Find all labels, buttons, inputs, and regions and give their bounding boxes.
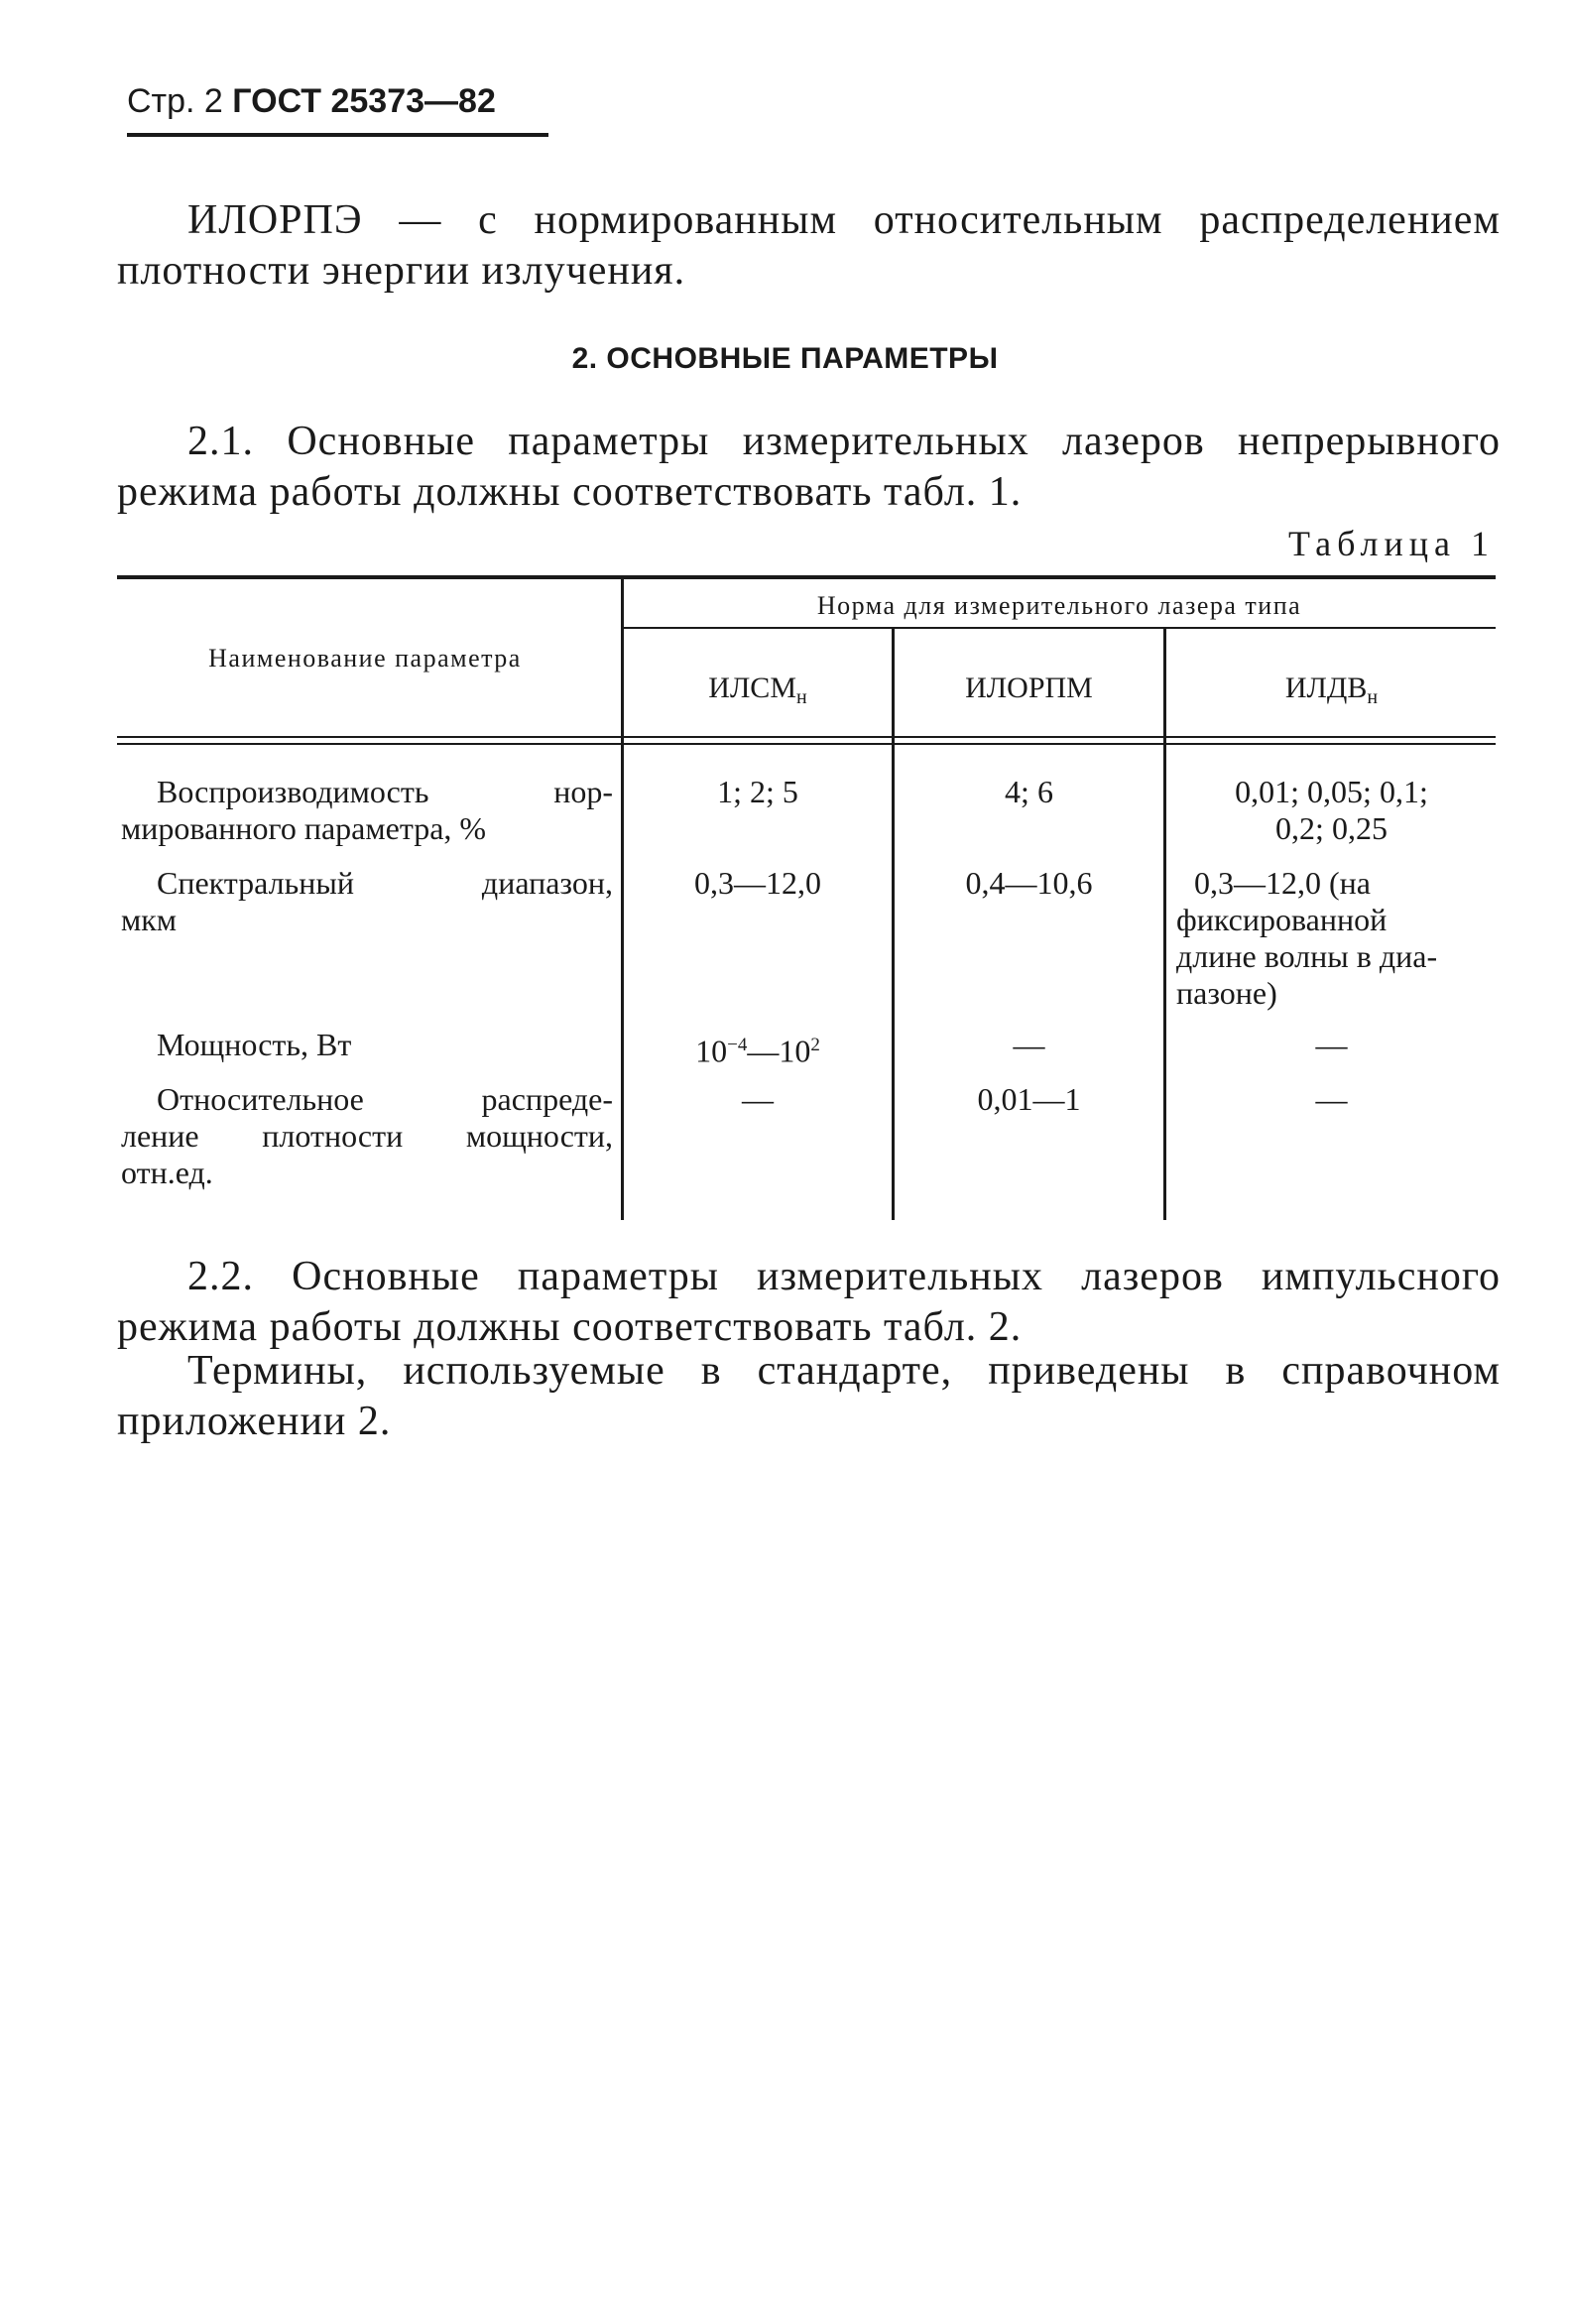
term: ИЛОРПЭ [187, 197, 363, 243]
table-caption: Таблица 1 [1288, 524, 1495, 563]
row-4-ilorpm: 0,01—1 [977, 1081, 1081, 1117]
section-title: 2. ОСНОВНЫЕ ПАРАМЕТРЫ [571, 342, 999, 375]
column-header-ildv: $ИЛДВ_н$ [1284, 672, 1379, 708]
header-double-rule-2 [117, 743, 1496, 745]
paragraph-terms: Термины, используемые в стандарте, приведены в справочном приложении 2. [117, 1348, 1501, 1444]
table-1 [117, 575, 1496, 1220]
group-header-rule [623, 627, 1496, 629]
row-2-ildv: 0,3—12,0 (на фиксированной длине волны в диа- пазоне) [1176, 865, 1438, 1011]
page-header [127, 81, 496, 121]
row-3-ilorpm: — [1013, 1027, 1045, 1062]
paragraph-2-1: 2.1. Основные параметры измерительных лазеров непрерывного режима работы должны соответствовать табл. 1. [117, 419, 1501, 515]
param-column-header: Наименование параметра [208, 644, 522, 673]
row-1-ildv: 0,01; 0,05; 0,1; 0,2; 0,25 [1235, 774, 1428, 846]
column-divider-2 [892, 629, 895, 1220]
row-1-param: Воспроизводимость нор- мированного параметра, % [121, 774, 613, 846]
row-3-ildv: — [1315, 1027, 1348, 1062]
row-3-param: Мощность, Вт [157, 1027, 352, 1062]
header-rule [127, 133, 548, 137]
row-4-ildv: — [1315, 1081, 1348, 1117]
term-definition: — с нормированным относительным распределением плотности энергии излучения. [117, 197, 1501, 294]
row-4-ilsm: — [742, 1081, 774, 1117]
row-4-param: Относительное распреде- ление плотности мощности, отн.ед. [121, 1081, 613, 1190]
column-divider-3 [1163, 629, 1166, 1220]
row-2-ilorpm: 0,4—10,6 [965, 865, 1093, 901]
table-top-rule [117, 575, 1496, 579]
row-2-param: Спектральный диапазон, мкм [121, 865, 613, 937]
column-header-ilsm: $ИЛСМ_н$ [708, 672, 807, 708]
row-2-ilsm: 0,3—12,0 [694, 865, 821, 901]
standard-number: ГОСТ 25373—82 [232, 82, 496, 120]
page-label: Стр. 2 [127, 82, 223, 120]
header-double-rule-1 [117, 736, 1496, 738]
row-1-ilorpm: 4; 6 [1005, 774, 1053, 809]
intro-paragraph [117, 195, 1501, 297]
group-header: Норма для измерительного лазера типа [816, 591, 1302, 620]
column-divider-1 [621, 575, 624, 1220]
row-1-ilsm: 1; 2; 5 [717, 774, 798, 809]
row-3-ilsm: $10^{-4}—10^2$ [695, 1033, 820, 1069]
column-header-ilorpm: ИЛОРПМ [965, 672, 1093, 704]
paragraph-2-2: 2.2. Основные параметры измерительных лазеров импульсного режима работы должны соответствовать табл. 2. [117, 1254, 1501, 1350]
